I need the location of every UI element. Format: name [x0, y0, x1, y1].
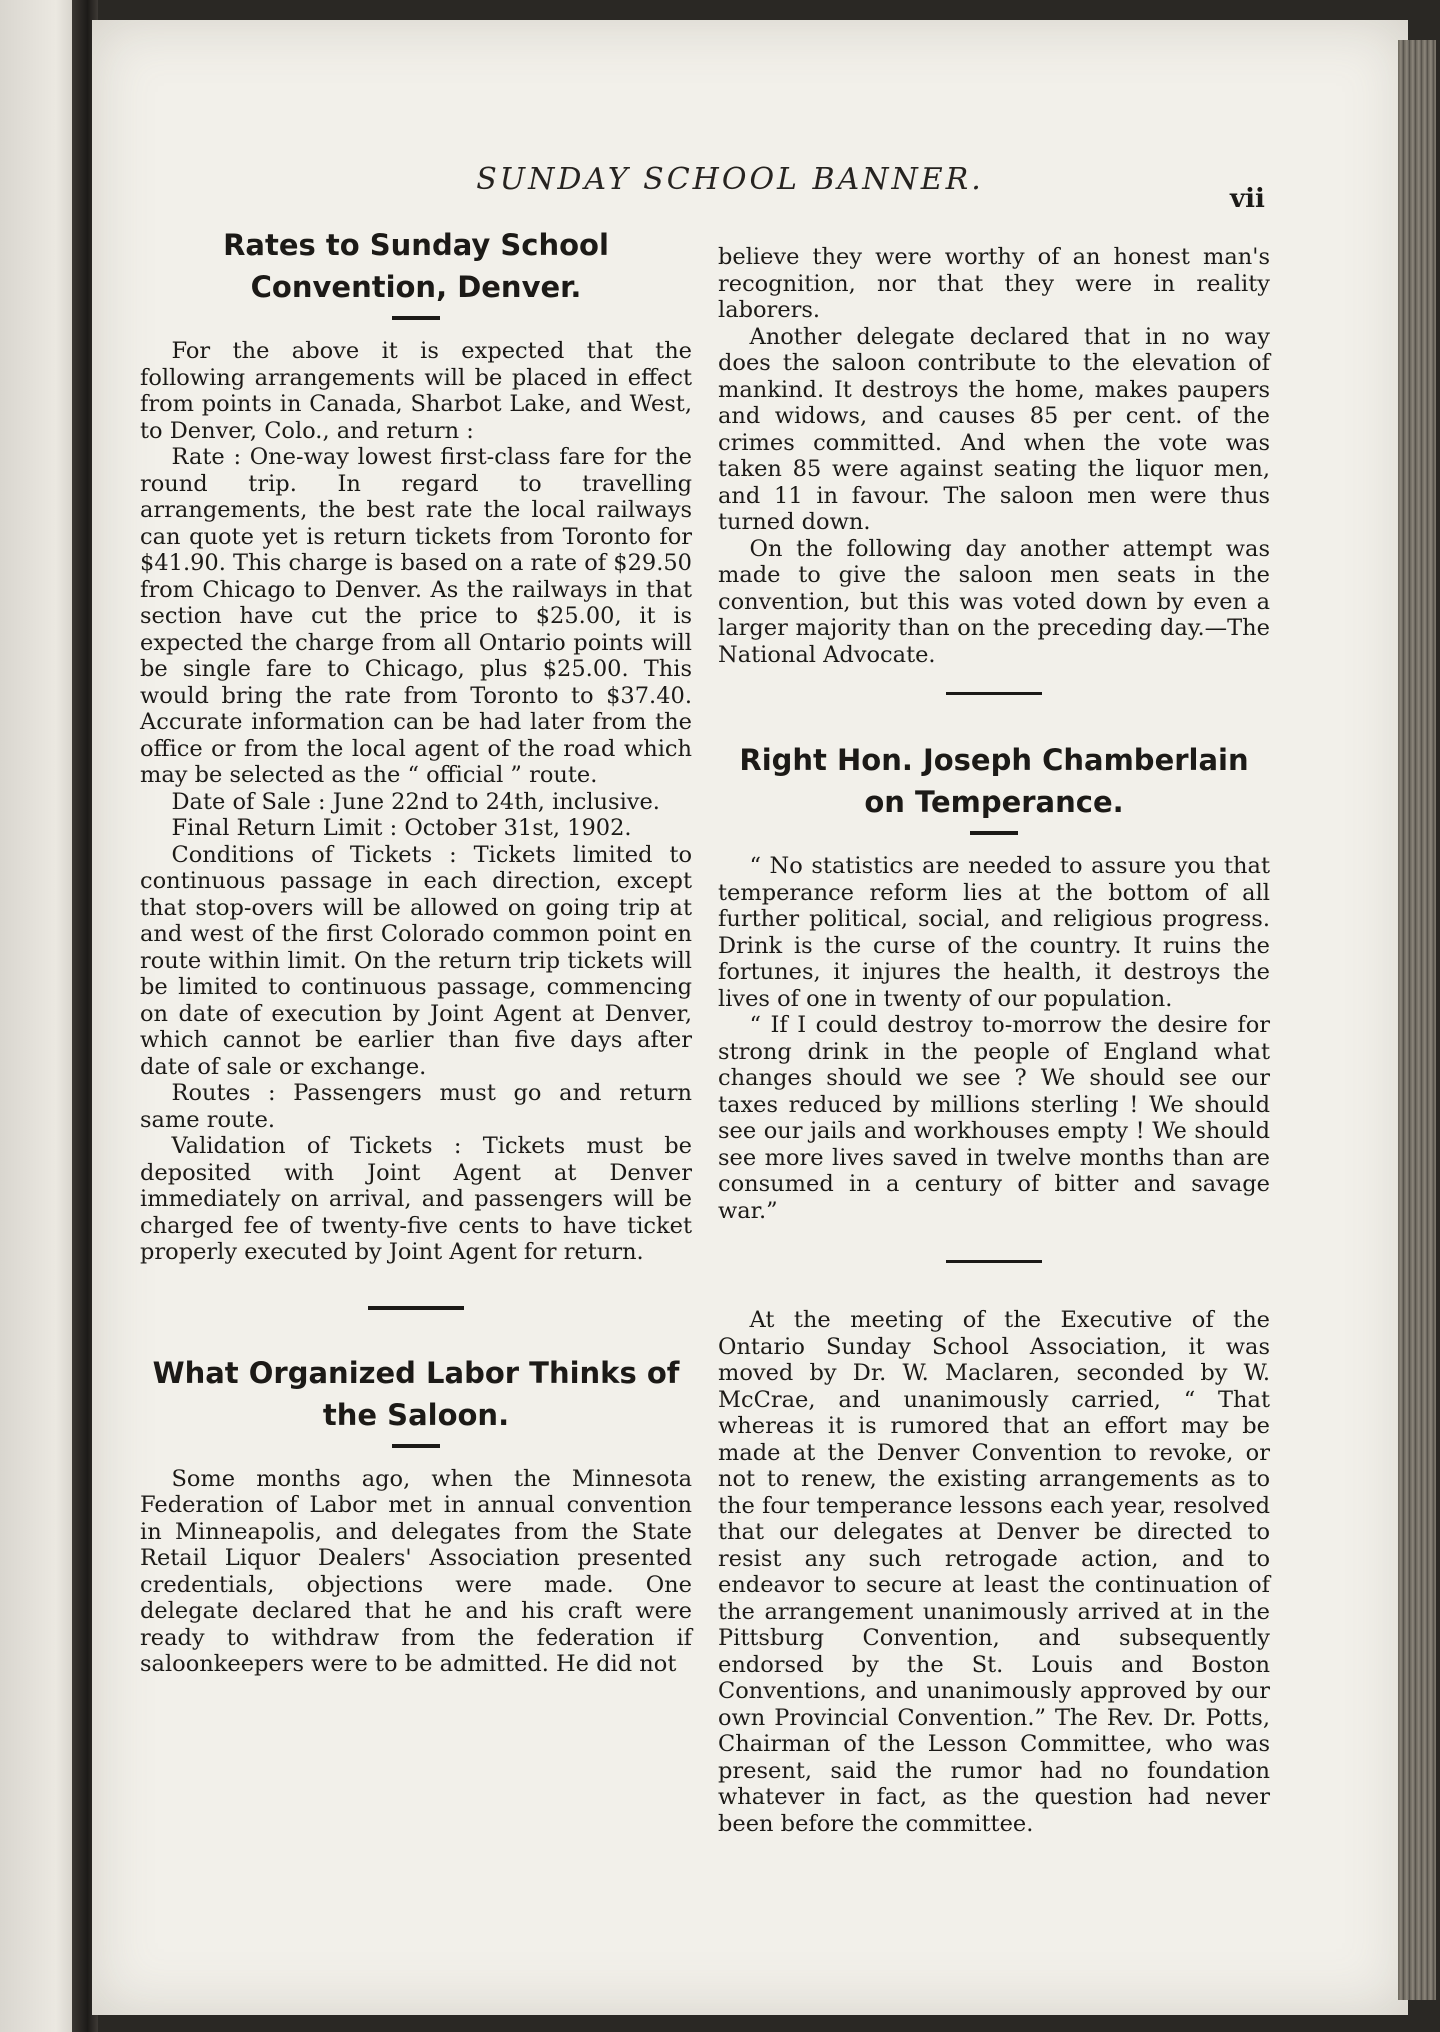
paragraph: believe they were worthy of an honest man's recognition, nor that they were in reality laborers. — [718, 244, 1270, 323]
section-divider — [368, 1306, 464, 1310]
paragraph: Another delegate declared that in no way does the saloon contribute to the elevation of mankind. It destroys the home, makes paupers and widows, and causes 85 per cent. of the crimes committed. And when the vote was taken 85 were against seating the liquor men, and 11 in favour. The saloon men were thus turned down. — [718, 323, 1270, 535]
right-column — [718, 244, 1270, 1837]
heading-rule — [392, 316, 440, 320]
page-edges — [1398, 40, 1436, 2000]
left-column — [140, 224, 692, 1678]
paragraph: On the following day another attempt was made to give the saloon men seats in the convention, but this was voted down by even a larger majority than on the preceding day.—The National Advocate. — [718, 535, 1270, 668]
article-heading-chamberlain: Right Hon. Joseph Chamberlain on Temperance. — [739, 743, 1249, 819]
paragraph: Conditions of Tickets : Tickets limited to continuous passage in each direction, except that stop-overs will be allowed on going trip at and west of the first Colorado common point en route within limit. On the return trip tickets will be limited to continuous passage, commencing on date of execution by Joint Agent at Denver, which cannot be earlier than five days after date of sale or exchange. — [140, 841, 692, 1080]
page-number: vii — [1230, 184, 1265, 214]
scan-left-margin — [0, 0, 80, 2032]
heading-rule — [970, 831, 1018, 835]
heading-rule — [392, 1444, 440, 1448]
paragraph: At the meeting of the Executive of the Ontario Sunday School Association, it was moved by Dr. W. Maclaren, seconded by W. McCrae, and unanimously carried, “ That whereas it is rumored that an effort may be made at the Denver Convention to revoke, or not to renew, the existing arrangements as to the four temperance lessons each year, resolved that our delegates at Denver be directed to resist any such retrogade action, and to endeavor to secure at least the continuation of the arrangement unanimously arrived at in the Pittsburg Convention, and subsequently endorsed by the St. Louis and Boston Conventions, and unanimously approved by our own Provincial Convention.” The Rev. Dr. Potts, Chairman of the Lesson Committee, who was present, said the rumor had no foundation whatever in fact, as the question had never been before the committee. — [718, 1307, 1270, 1837]
paragraph: Date of Sale : June 22nd to 24th, inclusive. — [171, 788, 660, 815]
paragraph: Final Return Limit : October 31st, 1902. — [171, 815, 632, 841]
paragraph: Validation of Tickets : Tickets must be deposited with Joint Agent at Denver immediately on arrival, and passengers will be charged fee of twenty-five cents to have ticket properly executed by Joint Agent for return. — [140, 1133, 692, 1265]
paragraph: Routes : Passengers must go and return same route. — [140, 1080, 692, 1133]
paragraph: Rate : One-way lowest first-class fare for the round trip. In regard to travelling arrangements, the best rate the local railways can quote yet is return tickets from Toronto for $41.90. This charge is based on a rate of $29.50 from Chicago to Denver. As the railways in that section have cut the price to $25.00, it is expected the charge from all Ontario points will be single fare to Chicago, plus $25.00. This would bring the rate from Toronto to $37.40. Accurate information can be had later from the office or from the local agent of the road which may be selected as the “ official ” route. — [140, 444, 692, 788]
paragraph: “ No statistics are needed to assure you that temperance reform lies at the bottom of all further political, social, and religious progress. Drink is the curse of the country. It ruins the fortunes, it injures the health, it destroys the lives of one in twenty of our population. — [718, 853, 1270, 1012]
paragraph: For the above it is expected that the following arrangements will be placed in effect from points in Canada, Sharbot Lake, and West, to Denver, Colo., and return : — [140, 338, 692, 444]
article-heading-rates: Rates to Sunday School Convention, Denver. — [223, 228, 609, 304]
article-heading-labor: What Organized Labor Thinks of the Saloon. — [152, 1355, 680, 1432]
paragraph: Some months ago, when the Minnesota Federation of Labor met in annual convention in Minneapolis, and delegates from the State Retail Liquor Dealers' Association presented credentials, objections were made. One delegate declared that he and his craft were ready to withdraw from the federation if saloonkeepers were to be admitted. He did not — [140, 1465, 692, 1677]
paragraph: “ If I could destroy to-morrow the desire for strong drink in the people of England what changes should we see ? We should see our taxes reduced by millions sterling ! We should see our jails and workhouses empty ! We should see more lives saved in twelve months than are consumed in a century of bitter and savage war.” — [718, 1012, 1270, 1224]
section-divider — [946, 1260, 1042, 1263]
running-head: SUNDAY SCHOOL BANNER. — [476, 162, 984, 197]
section-divider — [946, 692, 1042, 695]
